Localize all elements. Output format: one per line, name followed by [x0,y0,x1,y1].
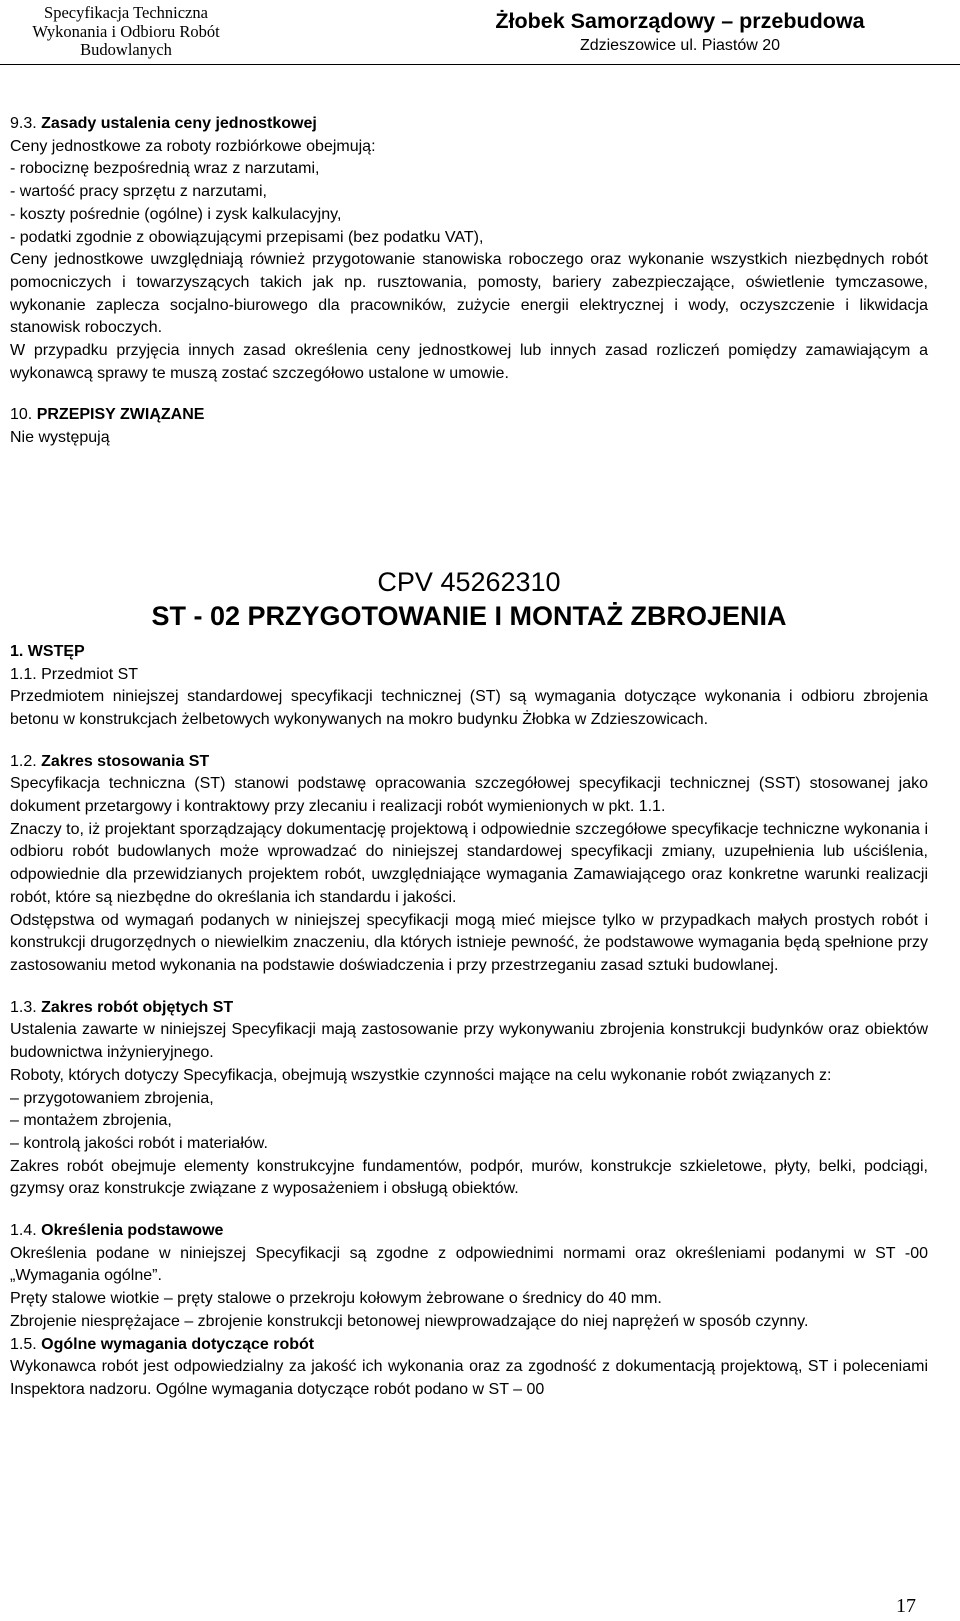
body-line: Ceny jednostkowe za roboty rozbiórkowe obejmują: [10,137,376,155]
paragraph: Określenia podane w niniejszej Specyfikacji są zgodne z odpowiednimi normami oraz określeniami podanymi w ST -00 „Wymagania ogólne”. [10,1244,928,1285]
section-number: 1.4. [10,1222,37,1240]
section-number: 1.5. [10,1335,37,1353]
list-item: - wartość pracy sprzętu z narzutami, [10,183,267,201]
paragraph: Zbrojenie niesprężajace – zbrojenie konstrukcji betonowej niewprowadzające do niej naprężeń w sposób czynny. [10,1312,809,1330]
page-number: 17 [896,1595,916,1617]
paragraph: Zakres robót obejmuje elementy konstrukcyjne fundamentów, podpór, murów, konstrukcje szkieletowe, płyty, belki, podciągi, gzymsy oraz konstrukcje związane z wyposażeniem i obsługą obiektów. [10,1157,928,1198]
section-title: Zakres robót objętych ST [41,998,234,1016]
section-heading-1-2 [10,751,928,774]
list-item: – przygotowaniem zbrojenia, [10,1089,214,1107]
section-heading-1-1: 1.1. Przedmiot ST [10,665,139,683]
header-title: Żłobek Samorządowy – przebudowa [495,9,865,33]
paragraph: Ustalenia zawarte w niniejszej Specyfikacji mają zastosowanie przy wykonywaniu zbrojenia konstrukcji budynków oraz obiektów budownictwa inżynieryjnego. [10,1021,928,1062]
section-number: 1.2. [10,752,37,770]
paragraph: Przedmiotem niniejszej standardowej specyfikacji technicznej (ST) są wymagania dotyczące wykonania i odbioru zbrojenia betonu w konstrukcjach żelbetowych wykonywanych na mokro budynku Żłobka w Zdzieszowicach. [10,688,928,728]
section-title: PRZEPISY ZWIĄZANE [36,406,205,424]
list-item: - robociznę bezpośrednią wraz z narzutami, [10,160,320,178]
list-item: - koszty pośrednie (ogólne) i zysk kalkulacyjny, [10,205,342,223]
cpv-code: CPV 45262310 [377,566,561,597]
header-left-line: Specyfikacja Techniczna [44,3,208,22]
section-heading-9-3 [10,113,928,136]
paragraph: Ceny jednostkowe uwzględniają również przygotowanie stanowiska roboczego oraz wykonanie wszystkich niezbędnych robót pomocniczych i towarzyszących takich jak np. rusztowania, pomosty, bariery zabezpieczające, oświetlenie tymczasowe, wykonanie zaplecza socjalno-biurowego dla pracowników, zużycie energii elektrycznej i wody, oczyszczenie i likwidacja stanowisk roboczych. [10,251,928,337]
section-heading-1-5 [10,1334,928,1357]
document-body [10,113,928,1402]
section-title: Ogólne wymagania dotyczące robót [41,1335,315,1353]
section-heading-1: 1. WSTĘP [10,642,85,660]
section-heading-10 [10,404,928,427]
header-left-line: Wykonania i Odbioru Robót [32,21,220,41]
paragraph: Nie występują [10,429,110,447]
section-number: 9.3. [10,115,37,132]
header-divider [0,64,960,65]
section-title: Zakres stosowania ST [41,752,210,770]
paragraph: W przypadku przyjęcia innych zasad określenia ceny jednostkowej lub innych zasad rozliczeń pomiędzy zamawiającym a wykonawcą sprawy te muszą zostać szczegółowo ustalone w umowie. [10,342,928,382]
paragraph: Odstępstwa od wymagań podanych w niniejszej specyfikacji mogą mieć miejsce tylko w przypadkach małych prostych robót i konstrukcji drugorzędnych o niewielkim znaczeniu, dla których istnieje pewność, że podstawowe wymagania będą spełnione przy zastosowaniu metod wykonania na podstawie doświadczenia i przy przestrzeganiu zasad sztuki budowlanej. [10,911,928,974]
paragraph: Pręty stalowe wiotkie – pręty stalowe o przekroju kołowym żebrowane o średnicy do 40 mm. [10,1290,662,1308]
section-heading-1-3 [10,997,928,1020]
list-item: - podatki zgodnie z obowiązującymi przepisami (bez podatku VAT), [10,228,484,246]
paragraph: Specyfikacja techniczna (ST) stanowi podstawę opracowania szczegółowej specyfikacji technicznej (SST) stosowanej jako dokument przetargowy i kontraktowy przy zlecaniu i realizacji robót wymienionych w pkt. 1.1. [10,775,928,816]
header-left-line: Budowlanych [80,40,172,59]
header-subtitle: Zdzieszowice ul. Piastów 20 [579,37,781,54]
paragraph: Roboty, których dotyczy Specyfikacja, obejmują wszystkie czynności mające na celu wykonanie robót związanych z: [10,1066,832,1084]
section-title: Zasady ustalenia ceny jednostkowej [41,115,317,132]
paragraph: Znaczy to, iż projektant sporządzający dokumentację projektową i odpowiednie szczegółowe specyfikacje techniczne wykonania i odbioru robót budowlanych może wprowadzać do niniejszej standardowej specyfikacji zmiany, uzupełnienia lub uściślenia, odpowiednie dla przewidzianych projektem robót, uwzględniające wymagania Zamawiającego oraz konkretne warunki realizacji robót, które są niezbędne do określania ich standardu i jakości. [10,820,928,906]
list-item: – kontrolą jakości robót i materiałów. [10,1134,268,1152]
section-heading-1-4 [10,1220,928,1243]
section-title: Określenia podstawowe [41,1222,224,1240]
paragraph: Wykonawca robót jest odpowiedzialny za jakość ich wykonania oraz za zgodność z dokumentacją projektową, ST i poleceniami Inspektora nadzoru. Ogólne wymagania dotyczące robót podano w ST – 00 [10,1358,928,1398]
list-item: – montażem zbrojenia, [10,1112,172,1130]
section-number: 10. [10,406,33,424]
header-document-type [6,4,246,60]
section-number: 1.3. [10,998,37,1016]
spec-title: ST - 02 PRZYGOTOWANIE I MONTAŻ ZBROJENIA [151,600,787,631]
